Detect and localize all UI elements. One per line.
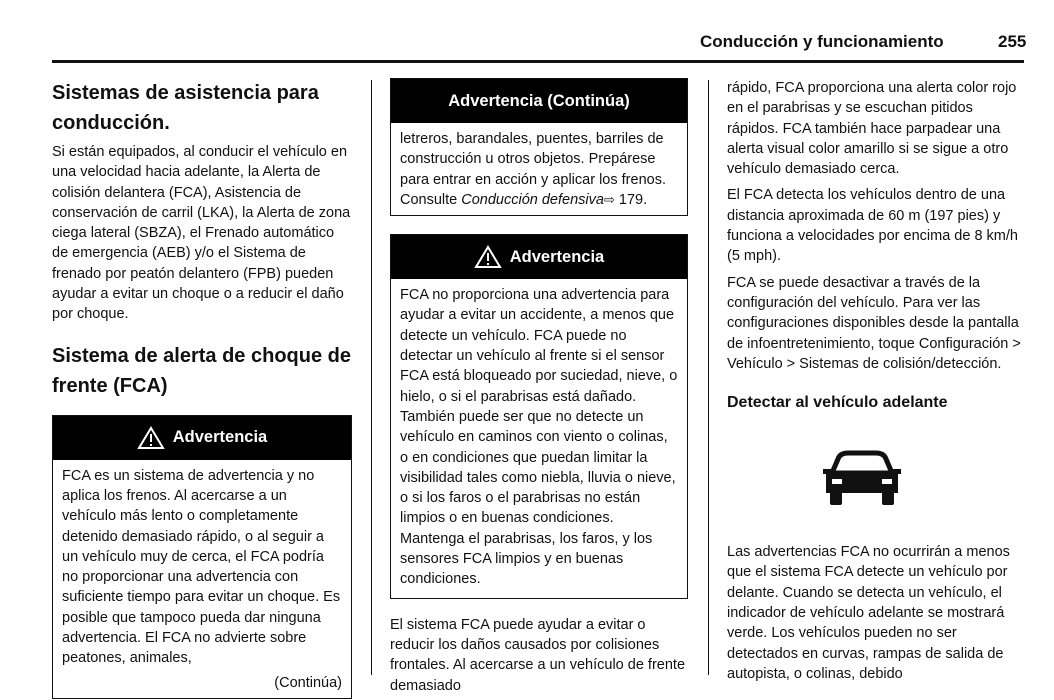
warning-box-2: [390, 234, 688, 598]
xref-page[interactable]: 179: [618, 191, 644, 208]
warning-box: [52, 415, 352, 699]
warning-box-2-header: [391, 235, 687, 279]
fca-paragraph: El sistema FCA puede ayudar a evitar o reducir los daños causados por colisiones frontales. Al acercarse a un vehículo de frente demasiado: [390, 616, 686, 694]
xref-arrow-icon: ⇨: [603, 191, 615, 207]
warning-2-title: Advertencia: [509, 247, 605, 266]
xref-end: .: [643, 191, 648, 208]
warning-title: Advertencia: [172, 428, 268, 447]
column-divider-left: [371, 80, 372, 675]
paragraph-fca-settings: FCA se puede desactivar a través de la configuración del vehículo. Para ver las configuraciones disponibles desde la pantalla de infoentretenimiento, toque Configuración > Vehículo > Sistemas de colisión/detección.: [727, 274, 1021, 372]
warning-continued-box: [390, 78, 688, 216]
warning-continued-text: [400, 129, 678, 210]
vehicle-ahead-icon: [822, 449, 902, 507]
subheading-vehicle-ahead: Detectar al vehículo adelante: [727, 394, 948, 412]
warning-triangle-icon: [137, 426, 165, 450]
column-1: [52, 78, 352, 699]
section-heading-fca: Sistema de alerta de choque de frente (FCA): [52, 344, 351, 397]
vehicle-icon-area: [727, 414, 1027, 542]
intro-paragraph: Si están equipados, al conducir el vehículo en una velocidad hacia adelante, la Alerta de colisión delantera (FCA), Asistencia de conservación de carril (LKA), la Alerta de zona ciega lateral (SBZA), el Frenado automático de emergencia (AEB) y/o el Sistema de frenado por peatón delantero (FPB) pueden ayudar a evitar un choque o a reducir el daño por choque.: [52, 144, 351, 323]
warning-triangle-icon: [474, 245, 502, 269]
column-3: [727, 78, 1027, 684]
warning-continued-header: Advertencia (Continúa): [391, 79, 687, 123]
paragraph-fca-alert: rápido, FCA proporciona una alerta color rojo en el parabrisas y se escuchan pitidos rápidos. FCA también hace parpadear una alerta visual color amarillo si se sigue a otro vehículo demasiado cerca.: [727, 80, 1017, 178]
header-rule: [52, 60, 1024, 63]
warning-2-text: FCA no proporciona una advertencia para ayudar a evitar un accidente, a menos que detecte un vehículo. FCA puede no detectar un vehículo al frente si el sensor FCA está bloqueado por suciedad, nieve, o hielo, o si el parabrisas está dañado. También puede ser que no detecte un vehículo en caminos con viento o colinas, o en condiciones que puedan limitar la visibilidad tales como niebla, lluvia o nieve, o si los faros o el parabrisas no están limpios o en buenas condiciones. Mantenga el parabrisas, los faros, y los sensores FCA limpios y en buenas condiciones.: [400, 287, 678, 588]
paragraph-fca-range: El FCA detecta los vehículos dentro de una distancia aproximada de 60 m (197 pies) y funciona a velocidades por encima de 8 km/h (5 mph).: [727, 187, 1018, 265]
paragraph-vehicle-detection: Las advertencias FCA no ocurrirán a menos que el sistema FCA detecte un vehículo por delante. Cuando se detecta un vehículo, el indicador de vehículo adelante se mostrará verde. Los vehículos pueden no ser detectados en curvas, rampas de salida de autopista, o colinas, debido: [727, 544, 1010, 682]
warning-box-header: [53, 416, 351, 460]
header-section-title: Conducción y funcionamiento: [700, 32, 944, 51]
continued-label: (Continúa): [274, 674, 342, 691]
warning-continued-body: letreros, barandales, puentes, barriles de construcción u otros objetos. Prepárese para entrar en acción y aplicar los frenos. Consulte: [400, 131, 666, 208]
column-divider-right: [708, 80, 709, 675]
xref-defensive-driving[interactable]: Conducción defensiva: [461, 191, 604, 208]
section-heading-driver-assistance: Sistemas de asistencia para conducción.: [52, 82, 319, 134]
column-2: [390, 78, 688, 696]
page-number: 255: [998, 32, 1027, 51]
warning-text: FCA es un sistema de advertencia y no aplica los frenos. Al acercarse a un vehículo más lento o completamente detenido demasiado rápido, o al seguir a un vehículo muy de cerca, el FCA podría no proporcionar una advertencia con suficiente tiempo para evitar un choque. Es posible que tampoco pueda dar ninguna advertencia. El FCA no advierte sobre peatones, animales,: [62, 467, 341, 667]
